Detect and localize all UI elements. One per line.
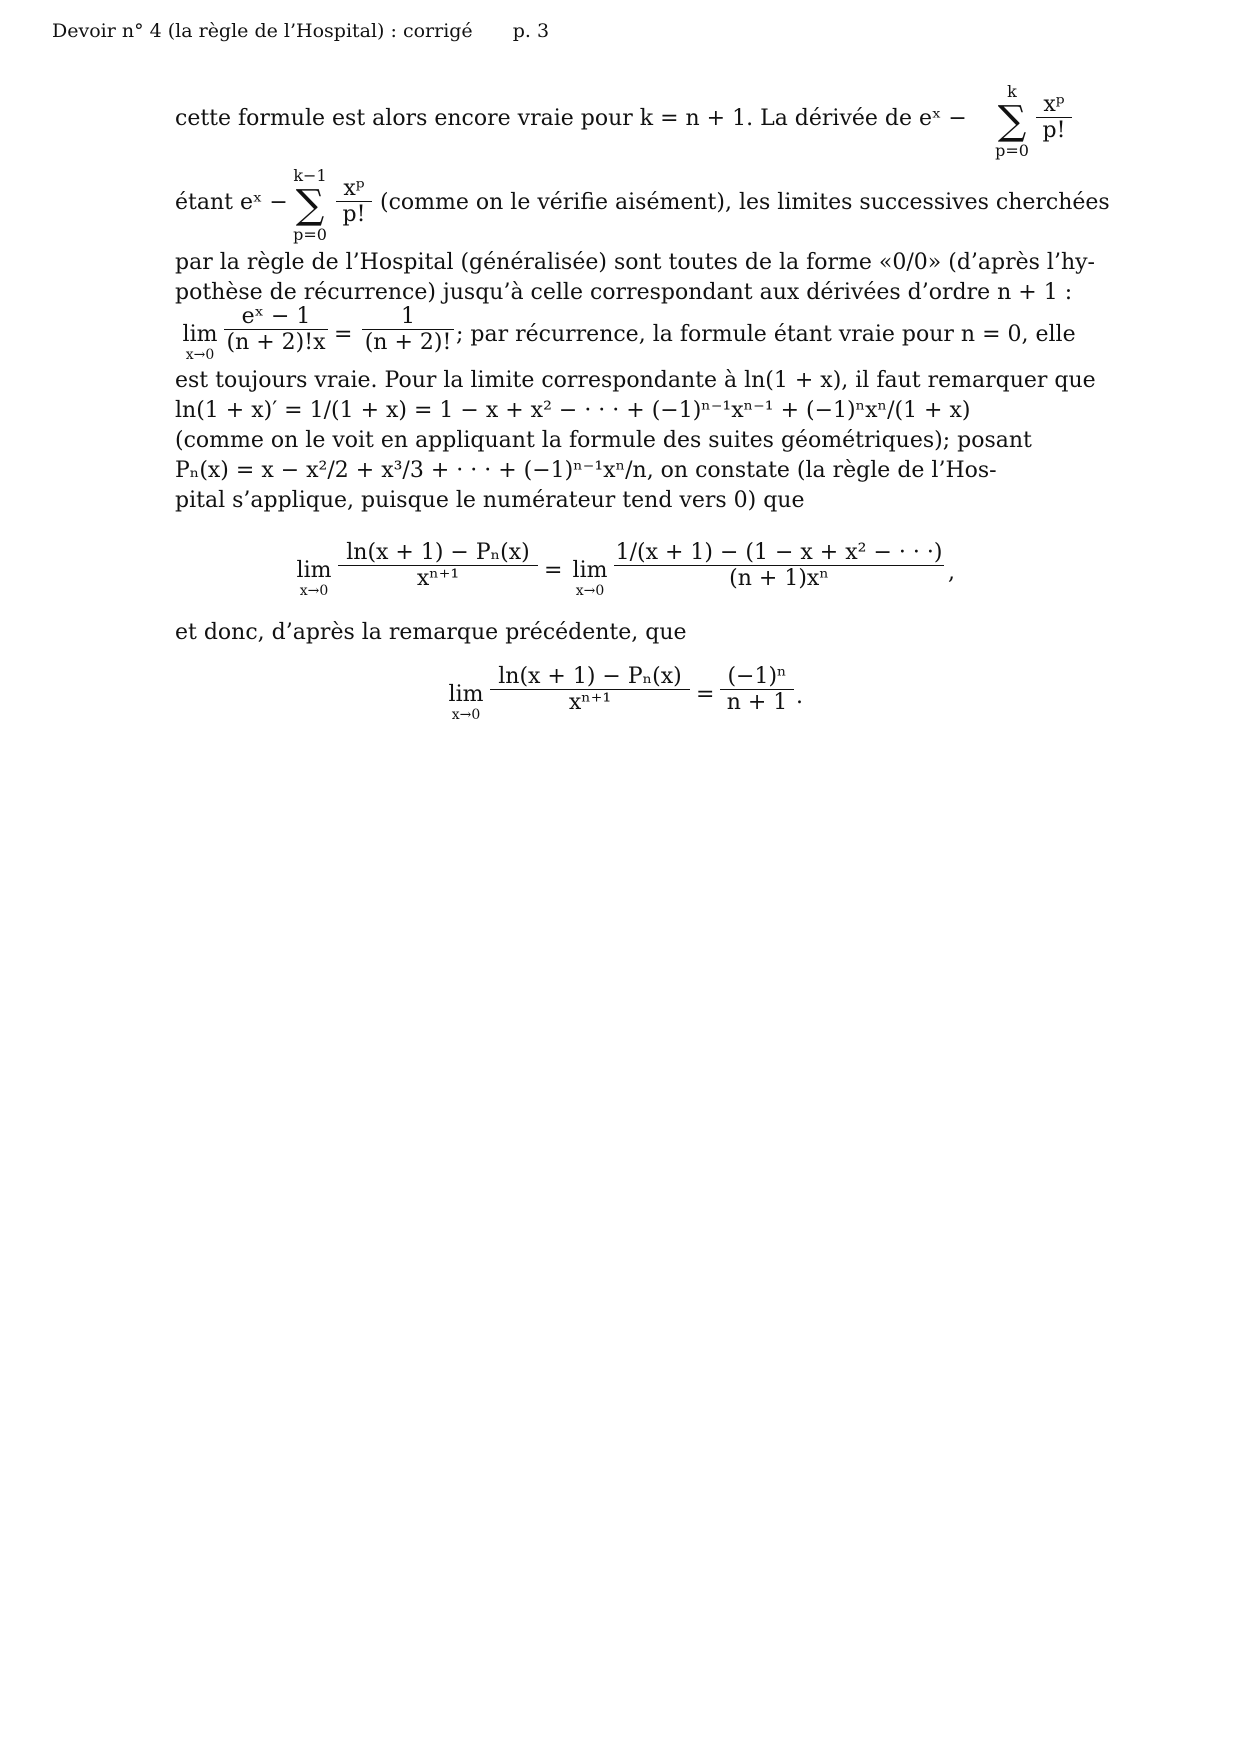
text-line-4: pothèse de récurrence) jusqu’à celle correspondant aux dérivées d’ordre n + 1 : [175, 280, 1073, 305]
text-line-2-start: étant eˣ − [175, 190, 288, 215]
fraction-display-2b [720, 664, 794, 715]
lim-text: lim [182, 322, 218, 347]
lim-subscript: x→0 [185, 347, 215, 363]
fraction-1 [1036, 92, 1072, 143]
fraction-numerator: 1 [401, 304, 415, 329]
fraction-denominator: xⁿ⁺¹ [338, 565, 538, 591]
text-line-6: est toujours vraie. Pour la limite correspondante à ln(1 + x), il faut remarquer que [175, 368, 1096, 393]
limit-operator [178, 322, 222, 363]
text-line-1: cette formule est alors encore vraie pour k = n + 1. La dérivée de eˣ − [175, 106, 967, 131]
equals-sign: = [544, 558, 563, 583]
fraction-numerator: xᵖ [1043, 92, 1065, 117]
sum-lower-limit: p=0 [293, 225, 327, 244]
lim-text: lim [572, 558, 608, 583]
fraction-numerator: ln(x + 1) − Pₙ(x) [498, 664, 682, 689]
fraction-lim-1 [224, 304, 328, 355]
fraction-numerator: ln(x + 1) − Pₙ(x) [346, 540, 530, 565]
sum-lower-limit: p=0 [995, 141, 1029, 160]
text-line-2-end: (comme on le vérifie aisément), les limites successives cherchées [380, 190, 1110, 215]
text-line-5-end: ; par récurrence, la formule étant vraie pour n = 0, elle [456, 322, 1076, 347]
fraction-2 [336, 176, 372, 227]
fraction-display-2a [490, 664, 690, 715]
sum-upper-limit: k−1 [293, 166, 327, 185]
text-line-10: pital s’applique, puisque le numérateur tend vers 0) que [175, 488, 805, 513]
equals-sign: = [334, 322, 353, 347]
fraction-denominator: (n + 2)!x [224, 329, 328, 355]
sum-block-1 [992, 82, 1032, 160]
limit-operator [444, 682, 488, 723]
fraction-numerator: 1/(x + 1) − (1 − x + x² − · · ·) [615, 540, 943, 565]
period: . [796, 684, 803, 709]
limit-operator [568, 558, 612, 599]
running-header [52, 20, 549, 42]
text-line-8: (comme on le voit en appliquant la formule des suites géométriques); posant [175, 428, 1032, 453]
fraction-numerator: xᵖ [343, 176, 365, 201]
fraction-denominator: (n + 1)xⁿ [614, 565, 944, 591]
header-title: Devoir n° 4 (la règle de l’Hospital) : corrigé [52, 20, 473, 42]
lim-subscript: x→0 [575, 583, 605, 599]
fraction-denominator: p! [336, 201, 372, 227]
text-line-11: et donc, d’après la remarque précédente, que [175, 620, 687, 645]
lim-subscript: x→0 [451, 707, 481, 723]
lim-text: lim [296, 558, 332, 583]
sum-block-2 [290, 166, 330, 244]
sigma-symbol: ∑ [997, 98, 1027, 144]
fraction-numerator: eˣ − 1 [241, 304, 311, 329]
page-number: p. 3 [512, 20, 550, 42]
fraction-denominator: (n + 2)! [362, 329, 454, 355]
comma: , [948, 560, 955, 585]
lim-subscript: x→0 [299, 583, 329, 599]
limit-operator [292, 558, 336, 599]
text-line-3: par la règle de l’Hospital (généralisée) sont toutes de la forme «0/0» (d’après l’hy- [175, 250, 1095, 275]
text-line-7: ln(1 + x)′ = 1/(1 + x) = 1 − x + x² − · · · + (−1)ⁿ⁻¹xⁿ⁻¹ + (−1)ⁿxⁿ/(1 + x) [175, 398, 971, 423]
fraction-denominator: n + 1 [720, 689, 794, 715]
lim-text: lim [448, 682, 484, 707]
equals-sign: = [696, 682, 715, 707]
fraction-display-1b [614, 540, 944, 591]
text-line-9: Pₙ(x) = x − x²/2 + x³/3 + · · · + (−1)ⁿ⁻¹xⁿ/n, on constate (la règle de l’Hos- [175, 458, 997, 483]
fraction-numerator: (−1)ⁿ [727, 664, 787, 689]
fraction-lim-2 [362, 304, 454, 355]
sum-upper-limit: k [1007, 82, 1017, 101]
sigma-symbol: ∑ [295, 182, 325, 228]
fraction-denominator: xⁿ⁺¹ [490, 689, 690, 715]
fraction-display-1a [338, 540, 538, 591]
fraction-denominator: p! [1036, 117, 1072, 143]
